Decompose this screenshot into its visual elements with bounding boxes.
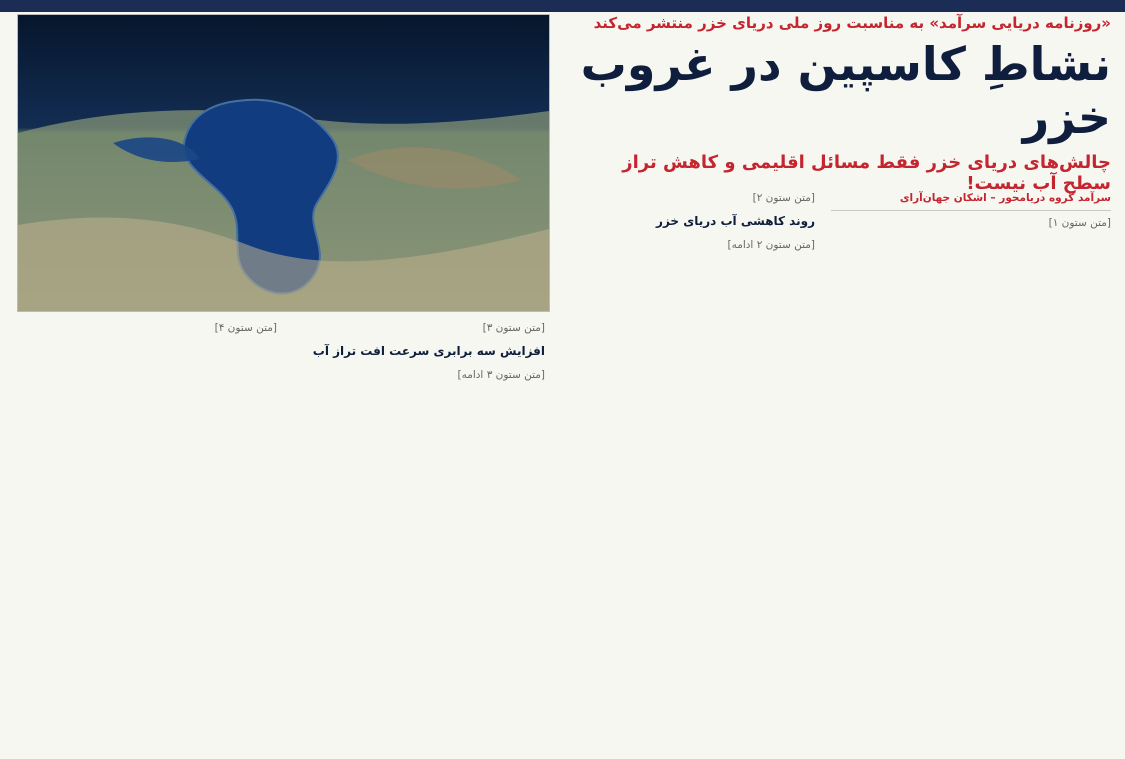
article-column-3 bbox=[283, 320, 545, 750]
divider bbox=[831, 210, 1111, 211]
text-placeholder: [متن ستون ۳] bbox=[482, 322, 545, 334]
text-placeholder: [متن ستون ۲ ادامه] bbox=[727, 238, 815, 251]
section-heading: روند کاهشی آب دریای خزر bbox=[656, 214, 815, 229]
byline: سرآمد گروه دریامحور – اشکان جهان‌آرای bbox=[899, 192, 1111, 204]
text-placeholder: [متن ستون ۱] bbox=[1048, 217, 1111, 230]
top-band bbox=[0, 0, 1125, 12]
text-placeholder: [متن ستون ۴] bbox=[214, 322, 277, 334]
article-column-1 bbox=[831, 190, 1111, 750]
text-placeholder: [متن ستون ۳ ادامه] bbox=[457, 368, 545, 381]
headline-block bbox=[571, 14, 1111, 194]
article-column-2 bbox=[555, 190, 815, 750]
caspian-satellite-image bbox=[17, 14, 550, 312]
kicker-line: «روزنامه دریایی سرآمد» به مناسبت روز ملی دریای خزر منتشر می‌کند bbox=[593, 14, 1111, 32]
main-title: نشاطِ کاسپین در غروب خزر bbox=[580, 37, 1111, 144]
article-column-4 bbox=[17, 320, 277, 750]
section-heading: افزایش سه برابری سرعت افت تراز آب bbox=[312, 344, 545, 359]
text-placeholder: [متن ستون ۲] bbox=[752, 192, 815, 204]
subtitle: چالش‌های دریای خزر فقط مسائل اقلیمی و کاهش تراز سطح آب نیست! bbox=[622, 151, 1111, 194]
